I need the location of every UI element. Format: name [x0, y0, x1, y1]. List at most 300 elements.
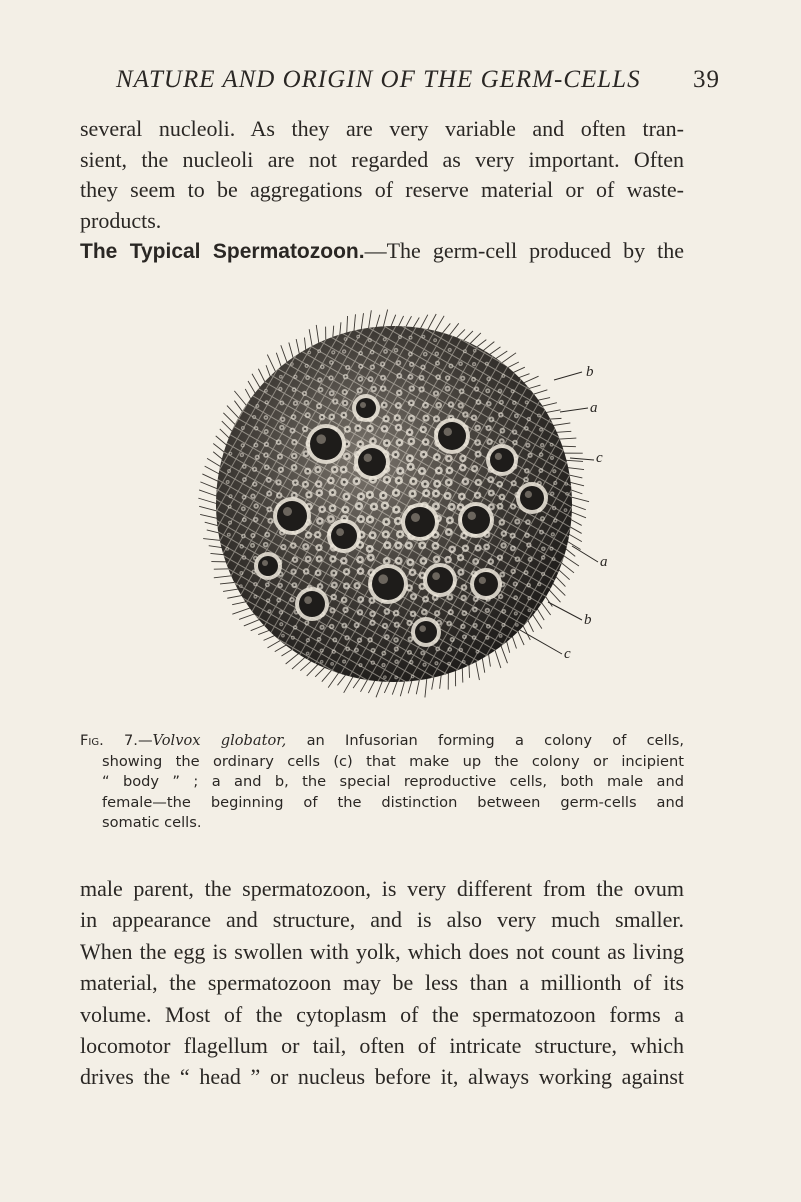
cell-nucleus — [291, 430, 293, 432]
cell-nucleus — [539, 584, 540, 585]
cell-nucleus — [331, 416, 333, 418]
cell-nucleus — [501, 496, 503, 498]
cell-nucleus — [490, 418, 492, 420]
cell-nucleus — [243, 535, 245, 537]
cell-nucleus — [241, 546, 243, 548]
cell-nucleus — [412, 613, 414, 615]
cell-nucleus — [252, 545, 254, 547]
cell-nucleus — [464, 547, 467, 550]
cell-nucleus — [253, 416, 254, 417]
cell-nucleus — [321, 416, 323, 418]
caption-line: somatic cells. — [102, 814, 202, 831]
cell-nucleus — [512, 391, 513, 392]
cell-nucleus — [410, 402, 412, 404]
cell-nucleus — [334, 639, 336, 641]
cell-nucleus — [292, 544, 294, 546]
germ-cell — [299, 591, 325, 617]
cell-nucleus — [488, 378, 490, 380]
cell-nucleus — [421, 574, 424, 577]
cell-nucleus — [321, 508, 324, 511]
cell-nucleus — [459, 556, 462, 559]
cell-nucleus — [318, 492, 321, 495]
cell-nucleus — [345, 338, 346, 339]
cell-nucleus — [542, 557, 544, 559]
cell-nucleus — [447, 377, 449, 379]
cell-nucleus — [371, 534, 374, 537]
cell-nucleus — [241, 572, 242, 573]
cell-nucleus — [309, 352, 310, 353]
cell-nucleus — [473, 363, 475, 365]
cell-nucleus — [266, 534, 268, 536]
cell-nucleus — [320, 389, 322, 391]
cell-nucleus — [294, 627, 296, 629]
cell-nucleus — [464, 413, 466, 415]
cell-nucleus — [410, 440, 413, 443]
cell-nucleus — [278, 494, 280, 496]
cell-nucleus — [463, 612, 465, 614]
cell-nucleus — [346, 428, 349, 431]
cell-nucleus — [501, 440, 503, 442]
cell-nucleus — [359, 518, 362, 521]
cell-nucleus — [305, 402, 307, 404]
cell-nucleus — [399, 336, 400, 337]
cell-nucleus — [421, 544, 424, 547]
volvox-figure — [176, 284, 616, 724]
cell-nucleus — [395, 639, 397, 641]
cell-nucleus — [487, 637, 488, 638]
cell-nucleus — [360, 664, 361, 665]
cell-nucleus — [342, 560, 345, 563]
cell-nucleus — [395, 508, 398, 511]
cell-nucleus — [316, 533, 319, 536]
cell-nucleus — [423, 611, 425, 613]
cell-nucleus — [321, 661, 322, 662]
cell-nucleus — [329, 479, 332, 482]
cell-nucleus — [281, 623, 282, 624]
cell-nucleus — [525, 572, 527, 574]
cell-nucleus — [318, 405, 320, 407]
cell-nucleus — [435, 392, 437, 394]
cell-nucleus — [397, 479, 400, 482]
cell-nucleus — [410, 353, 412, 355]
cell-nucleus — [372, 662, 374, 664]
cell-nucleus — [541, 531, 543, 533]
cell-nucleus — [267, 584, 269, 586]
cell-nucleus — [437, 376, 439, 378]
cell-nucleus — [463, 597, 465, 599]
cell-nucleus — [543, 548, 545, 550]
cell-nucleus — [447, 531, 450, 534]
cell-nucleus — [515, 613, 516, 614]
germ-cell — [490, 448, 514, 472]
cell-nucleus — [384, 339, 385, 340]
cell-nucleus — [474, 350, 475, 351]
cell-nucleus — [525, 479, 527, 481]
cell-nucleus — [359, 598, 361, 600]
cell-nucleus — [343, 481, 346, 484]
cell-nucleus — [500, 414, 502, 416]
cell-nucleus — [551, 493, 553, 495]
cell-nucleus — [409, 376, 411, 378]
cell-nucleus — [424, 404, 426, 406]
cell-nucleus — [254, 483, 256, 485]
cell-nucleus — [268, 508, 270, 510]
cell-nucleus — [398, 392, 400, 394]
cell-nucleus — [395, 648, 397, 650]
cell-nucleus — [294, 559, 296, 561]
cell-nucleus — [292, 571, 294, 573]
cell-nucleus — [265, 417, 267, 419]
cell-nucleus — [277, 481, 279, 483]
cell-nucleus — [450, 365, 452, 367]
figure-number: Fig. 7. — [80, 732, 138, 749]
cell-nucleus — [293, 441, 295, 443]
cell-nucleus — [487, 390, 489, 392]
cell-nucleus — [486, 363, 487, 364]
cell-nucleus — [333, 584, 335, 586]
cell-nucleus — [343, 661, 344, 662]
cell-nucleus — [476, 494, 479, 497]
cell-nucleus — [385, 560, 388, 563]
cell-nucleus — [447, 388, 449, 390]
cell-nucleus — [424, 483, 427, 486]
cell-nucleus — [331, 625, 333, 627]
cell-nucleus — [554, 470, 555, 471]
cell-nucleus — [420, 388, 422, 390]
cell-nucleus — [437, 362, 439, 364]
cell-nucleus — [460, 571, 462, 573]
cell-nucleus — [420, 377, 422, 379]
cell-nucleus — [514, 583, 516, 585]
cell-nucleus — [422, 560, 425, 563]
cell-nucleus — [244, 479, 246, 481]
germ-cell — [356, 398, 376, 418]
cell-nucleus — [344, 609, 346, 611]
cell-nucleus — [281, 427, 283, 429]
cell-nucleus — [476, 388, 478, 390]
germ-cell — [415, 621, 437, 643]
cell-nucleus — [334, 400, 336, 402]
cell-nucleus — [345, 495, 348, 498]
cell-nucleus — [503, 375, 504, 376]
cell-nucleus — [333, 352, 334, 353]
text-line: volume. Most of the cytoplasm of the spermatozoon forms a — [80, 1001, 684, 1027]
cell-nucleus — [542, 573, 543, 574]
cell-nucleus — [331, 392, 333, 394]
cell-nucleus — [240, 585, 241, 586]
cell-nucleus — [477, 453, 479, 455]
cell-nucleus — [477, 481, 480, 484]
cell-nucleus — [425, 417, 428, 420]
cell-nucleus — [500, 596, 502, 598]
cell-nucleus — [307, 534, 310, 537]
cell-nucleus — [473, 417, 475, 419]
cell-nucleus — [368, 493, 371, 496]
cell-nucleus — [435, 456, 438, 459]
germ-cell — [331, 523, 357, 549]
cell-nucleus — [436, 482, 439, 485]
page-number: 39 — [693, 66, 720, 93]
cell-nucleus — [382, 363, 384, 365]
cell-nucleus — [551, 548, 552, 549]
cell-nucleus — [450, 403, 452, 405]
cell-nucleus — [397, 520, 400, 523]
cell-nucleus — [242, 427, 243, 428]
cell-nucleus — [306, 365, 307, 366]
cell-nucleus — [295, 376, 297, 378]
cell-nucleus — [566, 493, 567, 494]
cell-nucleus — [424, 441, 427, 444]
cell-nucleus — [243, 519, 245, 521]
cell-nucleus — [304, 483, 307, 486]
cell-nucleus — [227, 481, 228, 482]
cell-nucleus — [434, 505, 437, 508]
cell-nucleus — [255, 505, 257, 507]
cell-nucleus — [499, 505, 501, 507]
cell-nucleus — [490, 506, 492, 508]
caption-text: an Infusorian forming a colony of cells, — [306, 732, 685, 749]
cell-nucleus — [343, 414, 345, 416]
cell-nucleus — [448, 457, 451, 460]
cell-nucleus — [369, 378, 371, 380]
cell-nucleus — [463, 661, 464, 662]
cell-nucleus — [551, 457, 552, 458]
cell-nucleus — [266, 466, 268, 468]
cell-nucleus — [318, 351, 319, 352]
cell-nucleus — [228, 534, 229, 535]
caption-line: “ body ” ; a and b, the special reproductive cells, both male and — [102, 773, 684, 790]
cell-nucleus — [269, 611, 270, 612]
cell-nucleus — [450, 506, 453, 509]
germ-cell — [427, 567, 453, 593]
cell-nucleus — [369, 427, 372, 430]
cell-nucleus — [321, 626, 323, 628]
cell-nucleus — [266, 402, 267, 403]
cell-nucleus — [411, 387, 413, 389]
cell-nucleus — [386, 636, 388, 638]
cell-nucleus — [279, 585, 281, 587]
cell-nucleus — [333, 468, 336, 471]
cell-nucleus — [333, 596, 335, 598]
cell-nucleus — [463, 586, 465, 588]
cell-nucleus — [282, 635, 283, 636]
germ-cell — [520, 486, 544, 510]
cell-nucleus — [256, 456, 258, 458]
cell-nucleus — [244, 466, 246, 468]
cell-nucleus — [307, 558, 309, 560]
cell-nucleus — [424, 353, 426, 355]
cell-nucleus — [460, 363, 462, 365]
cell-nucleus — [529, 559, 531, 561]
cell-nucleus — [464, 636, 466, 638]
cell-nucleus — [342, 468, 345, 471]
cell-nucleus — [395, 677, 396, 678]
volvox-illustration — [176, 284, 616, 724]
cell-nucleus — [436, 612, 438, 614]
cell-nucleus — [368, 547, 371, 550]
cell-nucleus — [385, 478, 388, 481]
cell-nucleus — [514, 442, 516, 444]
cell-nucleus — [397, 559, 400, 562]
figure-label: c — [564, 646, 571, 662]
cell-nucleus — [229, 522, 230, 523]
cell-nucleus — [371, 366, 373, 368]
cell-nucleus — [553, 558, 554, 559]
cell-nucleus — [501, 401, 503, 403]
cell-nucleus — [356, 624, 358, 626]
cell-nucleus — [359, 639, 361, 641]
cell-nucleus — [307, 639, 309, 641]
cell-nucleus — [383, 664, 385, 666]
cell-nucleus — [527, 521, 529, 523]
cell-nucleus — [449, 649, 451, 651]
germ-cell — [438, 422, 466, 450]
cell-nucleus — [501, 573, 503, 575]
cell-nucleus — [243, 496, 245, 498]
cell-nucleus — [282, 546, 284, 548]
cell-nucleus — [269, 520, 271, 522]
cell-nucleus — [255, 444, 257, 446]
cell-nucleus — [229, 506, 230, 507]
cell-nucleus — [386, 610, 388, 612]
cell-nucleus — [305, 453, 307, 455]
cell-nucleus — [267, 600, 269, 602]
cell-nucleus — [551, 444, 552, 445]
cell-nucleus — [460, 649, 462, 651]
cell-nucleus — [397, 426, 400, 429]
cell-nucleus — [461, 466, 464, 469]
cell-nucleus — [360, 352, 362, 354]
text-line: they seem to be aggregations of reserve material or of waste- — [80, 177, 684, 202]
cell-nucleus — [330, 377, 332, 379]
cell-nucleus — [359, 443, 362, 446]
germ-cell — [405, 507, 435, 537]
cell-nucleus — [476, 427, 478, 429]
figure-caption — [80, 731, 684, 834]
cell-nucleus — [499, 556, 501, 558]
cell-nucleus — [459, 506, 462, 509]
cell-nucleus — [317, 468, 320, 471]
cell-nucleus — [278, 441, 280, 443]
cell-nucleus — [397, 544, 400, 547]
cell-nucleus — [409, 561, 412, 564]
cell-nucleus — [411, 363, 413, 365]
text-line: several nucleoli. As they are very variable and often tran- — [80, 116, 684, 141]
cell-nucleus — [462, 625, 464, 627]
cell-nucleus — [243, 557, 245, 559]
cell-nucleus — [385, 351, 387, 353]
cell-nucleus — [477, 547, 479, 549]
section-lead-in: —The germ-cell produced by the — [364, 238, 685, 263]
cell-nucleus — [343, 625, 345, 627]
cell-nucleus — [321, 366, 323, 368]
cell-nucleus — [265, 390, 266, 391]
cell-nucleus — [399, 533, 402, 536]
running-head-title: NATURE AND ORIGIN OF THE GERM-CELLS — [116, 66, 641, 93]
cell-nucleus — [490, 560, 492, 562]
species-name: Volvox globator, — [152, 732, 287, 749]
cell-nucleus — [449, 519, 452, 522]
cell-nucleus — [359, 389, 361, 391]
cell-nucleus — [228, 470, 229, 471]
cell-nucleus — [305, 570, 307, 572]
cell-nucleus — [412, 480, 415, 483]
germ-cell — [258, 556, 278, 576]
cell-nucleus — [294, 481, 296, 483]
section-heading-line — [80, 236, 684, 267]
text-line: in appearance and structure, and is also very much smaller. — [80, 907, 684, 933]
cell-nucleus — [476, 441, 478, 443]
cell-nucleus — [369, 518, 372, 521]
cell-nucleus — [360, 495, 363, 498]
cell-nucleus — [464, 480, 467, 483]
cell-nucleus — [514, 402, 516, 404]
cell-nucleus — [514, 431, 516, 433]
germ-cell — [474, 572, 498, 596]
cell-nucleus — [383, 428, 386, 431]
cell-nucleus — [461, 495, 464, 498]
cell-nucleus — [512, 570, 514, 572]
cell-nucleus — [398, 441, 401, 444]
cell-nucleus — [540, 429, 541, 430]
cell-nucleus — [384, 625, 386, 627]
cell-nucleus — [318, 546, 321, 549]
text-line: sient, the nucleoli are not regarded as very important. Often — [80, 146, 684, 172]
germ-cell — [462, 506, 490, 534]
cell-nucleus — [411, 492, 414, 495]
cell-nucleus — [383, 404, 385, 406]
cell-nucleus — [515, 597, 517, 599]
cell-nucleus — [371, 613, 373, 615]
cell-nucleus — [437, 469, 440, 472]
cell-nucleus — [331, 609, 333, 611]
cell-nucleus — [527, 444, 529, 446]
cell-nucleus — [409, 465, 412, 468]
top-paragraph — [80, 114, 684, 267]
cell-nucleus — [304, 392, 306, 394]
cell-nucleus — [343, 599, 345, 601]
cell-nucleus — [268, 493, 270, 495]
cell-nucleus — [372, 649, 374, 651]
cell-nucleus — [541, 444, 543, 446]
cell-nucleus — [421, 470, 424, 473]
cell-nucleus — [450, 611, 452, 613]
cell-nucleus — [526, 470, 528, 472]
cell-nucleus — [319, 379, 321, 381]
cell-nucleus — [279, 456, 281, 458]
cell-nucleus — [474, 560, 476, 562]
cell-nucleus — [462, 377, 464, 379]
cell-nucleus — [394, 453, 397, 456]
cell-nucleus — [383, 504, 386, 507]
cell-nucleus — [356, 649, 358, 651]
cell-nucleus — [528, 418, 530, 420]
cell-nucleus — [293, 584, 295, 586]
cell-nucleus — [501, 521, 503, 523]
cell-nucleus — [382, 377, 384, 379]
cell-nucleus — [373, 388, 375, 390]
cell-nucleus — [435, 418, 437, 420]
cell-nucleus — [319, 585, 321, 587]
cell-nucleus — [540, 454, 542, 456]
cell-nucleus — [383, 652, 385, 654]
figure-label: c — [596, 450, 603, 466]
cell-nucleus — [254, 468, 256, 470]
cell-nucleus — [477, 401, 479, 403]
cell-nucleus — [552, 534, 554, 536]
cell-nucleus — [252, 495, 254, 497]
cell-nucleus — [345, 570, 348, 573]
